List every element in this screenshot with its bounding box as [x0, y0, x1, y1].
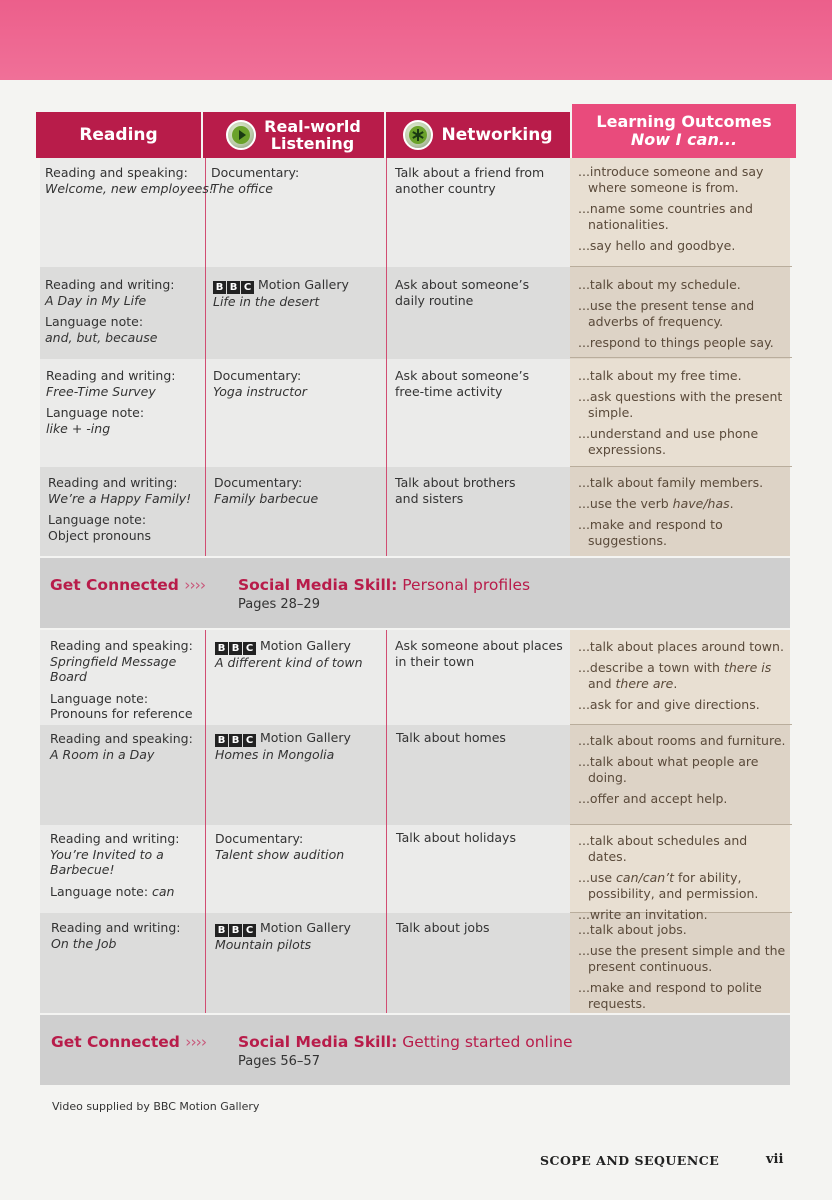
networking-cell: Talk about a friend from another country — [395, 165, 545, 196]
divider — [570, 466, 792, 467]
listening-cell: B B C Motion Gallery Mountain pilots — [215, 920, 351, 952]
networking-cell: Talk about jobs — [396, 920, 490, 935]
footnote: Video supplied by BBC Motion Gallery — [52, 1100, 260, 1113]
listening-cell: B B C Motion Gallery Homes in Mongolia — [215, 730, 351, 762]
listening-cell: Documentary: Talent show audition — [215, 831, 345, 862]
network-icon — [403, 120, 433, 150]
column-header-outcomes — [572, 104, 796, 158]
top-color-band — [0, 0, 832, 80]
networking-cell: Ask someone about places in their town — [395, 638, 563, 669]
listening-cell: Documentary: Family barbecue — [214, 475, 319, 506]
divider — [570, 824, 792, 825]
pages-ref: Pages 56–57 — [238, 1054, 320, 1069]
divider — [570, 266, 792, 267]
column-header-networking — [386, 112, 570, 158]
divider — [570, 724, 792, 725]
outcomes-cell: ...talk about family members. ...use the verb have/has. ...make and respond to suggestions. — [578, 475, 764, 548]
footer-section-title: SCOPE AND SEQUENCE — [540, 1153, 720, 1168]
social-media-skill: Social Media Skill: Getting started online — [238, 1033, 573, 1051]
bbc-logo: B B C — [215, 734, 256, 747]
get-connected-title: Get Connected ›››› — [50, 576, 206, 594]
reading-cell: Reading and speaking: A Room in a Day — [50, 731, 193, 762]
networking-cell: Talk about homes — [396, 730, 506, 745]
reading-cell: Reading and speaking: Welcome, new employees! — [45, 165, 214, 196]
reading-cell: Reading and writing: You’re Invited to a Barbecue! Language note: can — [50, 831, 180, 899]
listening-cell: B B C Motion Gallery A different kind of town — [215, 638, 363, 670]
outcomes-cell: ...talk about my schedule. ...use the present tense and adverbs of frequency. ...respond to things people say. — [578, 277, 774, 350]
reading-cell: Reading and speaking: Springfield Message Board Language note: Pronouns for reference — [50, 638, 193, 721]
outcomes-cell: ...talk about my free time. ...ask questions with the present simple. ...understand and use phone expressions. — [578, 368, 783, 457]
column-header-listening — [203, 112, 384, 158]
social-media-skill: Social Media Skill: Personal profiles — [238, 576, 531, 594]
get-connected-band — [40, 1015, 790, 1085]
outcomes-cell: ...introduce someone and say where someone is from. ...name some countries and nationalities. ...say hello and goodbye. — [578, 164, 764, 253]
column-divider — [205, 158, 206, 556]
divider — [570, 357, 792, 358]
header-listening-label: Real-world Listening — [264, 117, 361, 153]
get-connected-title: Get Connected ›››› — [51, 1033, 207, 1051]
bbc-logo: B B C — [213, 281, 254, 294]
listening-cell: Documentary: The office — [211, 165, 300, 196]
play-icon — [226, 120, 256, 150]
bbc-logo: B B C — [215, 642, 256, 655]
header-reading-label: Reading — [79, 125, 158, 145]
networking-cell: Talk about holidays — [396, 830, 516, 845]
reading-cell: Reading and writing: We’re a Happy Family! Language note: Object pronouns — [48, 475, 192, 543]
column-divider — [386, 158, 387, 556]
outcomes-cell: ...talk about schedules and dates. ...use can/can’t for ability, possibility, and permission. ...write an invitation. — [578, 833, 759, 922]
column-divider — [205, 630, 206, 1013]
listening-cell: Documentary: Yoga instructor — [213, 368, 307, 399]
pages-ref: Pages 28–29 — [238, 597, 320, 612]
outcomes-cell: ...talk about jobs. ...use the present simple and the present continuous. ...make and respond to polite requests. — [578, 922, 786, 1011]
column-divider — [386, 630, 387, 1013]
networking-cell: Ask about someone’s free-time activity — [395, 368, 530, 399]
outcomes-cell: ...talk about rooms and furniture. ...talk about what people are doing. ...offer and accept help. — [578, 733, 786, 806]
header-networking-label: Networking — [441, 125, 553, 145]
header-outcomes-label: Learning Outcomes — [596, 112, 772, 131]
reading-cell: Reading and writing: A Day in My Life Language note: and, but, because — [45, 277, 175, 345]
reading-cell: Reading and writing: Free-Time Survey Language note: like + -ing — [46, 368, 176, 436]
bbc-logo: B B C — [215, 924, 256, 937]
reading-cell: Reading and writing: On the Job — [51, 920, 181, 951]
listening-cell: B B C Motion Gallery Life in the desert — [213, 277, 349, 309]
outcomes-cell: ...talk about places around town. ...describe a town with there is and there are. ...ask for and give directions. — [578, 639, 784, 712]
get-connected-band — [40, 558, 790, 628]
networking-cell: Ask about someone’s daily routine — [395, 277, 530, 308]
header-outcomes-sub: Now I can... — [630, 130, 738, 149]
page-number: vii — [766, 1152, 784, 1167]
networking-cell: Talk about brothers and sisters — [395, 475, 516, 506]
column-header-reading — [36, 112, 201, 158]
